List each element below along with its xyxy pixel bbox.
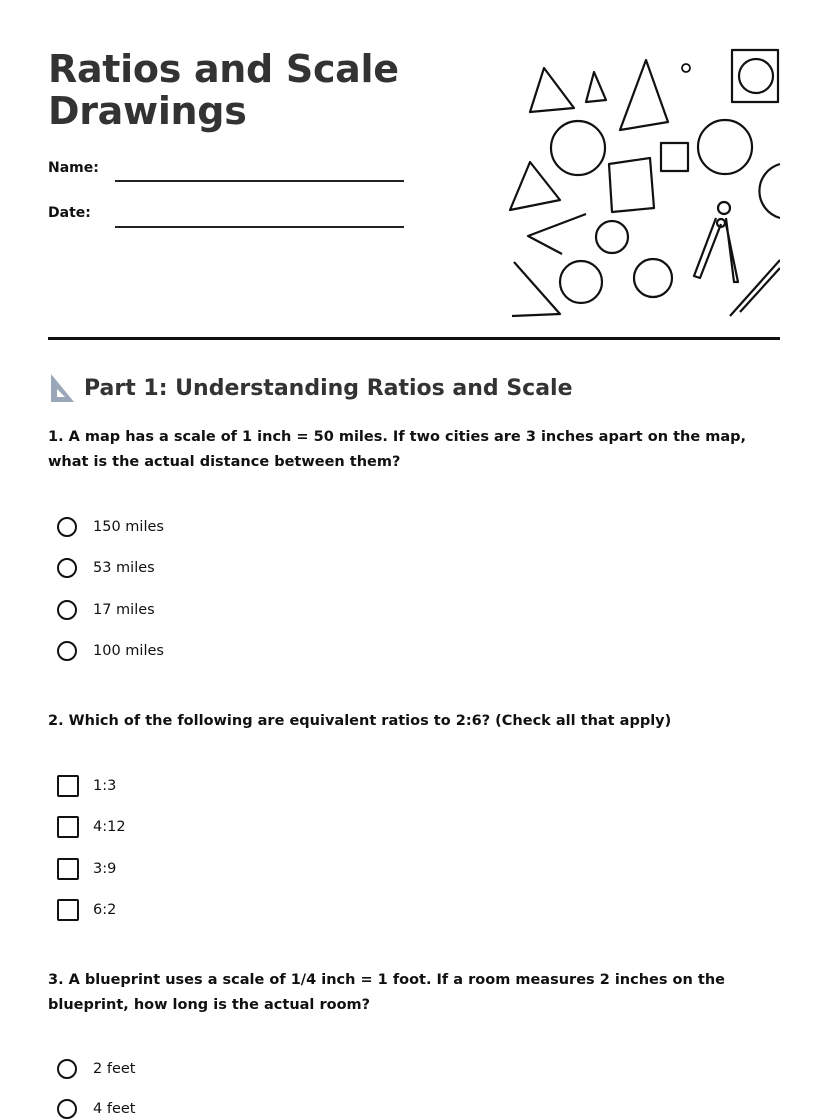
question-2-text: 2. Which of the following are equivalent ratios to 2:6? (Check all that apply) <box>48 713 672 729</box>
date-field[interactable] <box>115 226 404 228</box>
square-shape-3 <box>661 143 688 171</box>
circle-shape-4 <box>560 261 602 303</box>
question-1-text: 1. A map has a scale of 1 inch = 50 miles. If two cities are 3 inches apart on the map, what is the actual distance between them? <box>48 429 747 470</box>
ruler-edge <box>730 260 780 316</box>
question-1-option[interactable] <box>57 600 155 620</box>
option-label: 1:3 <box>93 778 117 794</box>
part-1-heading <box>48 372 573 404</box>
angle-shape <box>528 214 586 254</box>
small-circle-shape <box>682 64 690 72</box>
radio-button[interactable] <box>57 558 77 578</box>
square-shape-2 <box>609 158 654 212</box>
circle-in-square-shape <box>739 59 773 93</box>
compass-leg-right <box>726 218 738 282</box>
section-divider <box>48 337 780 340</box>
question-2-option[interactable] <box>57 816 126 838</box>
radio-button[interactable] <box>57 517 77 537</box>
ruler-edge-2 <box>740 268 780 312</box>
question-1-option[interactable] <box>57 558 155 578</box>
option-label: 4 feet <box>93 1101 136 1117</box>
radio-button[interactable] <box>57 1059 77 1079</box>
triangle-shape-3 <box>620 60 668 130</box>
checkbox[interactable] <box>57 899 79 921</box>
checkbox[interactable] <box>57 816 79 838</box>
title-line-1: Ratios and Scale <box>48 47 399 91</box>
circle-shape-3 <box>596 221 628 253</box>
option-label: 3:9 <box>93 861 117 877</box>
compass-pivot <box>718 202 730 214</box>
worksheet-title <box>48 48 399 132</box>
geometry-shapes-illustration <box>508 46 780 320</box>
part-1-title: Part 1: Understanding Ratios and Scale <box>84 375 573 401</box>
question-2-option[interactable] <box>57 858 116 880</box>
set-square-icon <box>48 372 76 404</box>
radio-button[interactable] <box>57 1099 77 1119</box>
radio-button[interactable] <box>57 641 77 661</box>
date-label: Date: <box>48 205 91 221</box>
title-line-2: Drawings <box>48 89 247 133</box>
checkbox[interactable] <box>57 775 79 797</box>
question-1-option[interactable] <box>57 517 164 537</box>
name-field[interactable] <box>115 180 404 182</box>
option-label: 2 feet <box>93 1061 136 1077</box>
question-3-option[interactable] <box>57 1059 135 1079</box>
triangle-shape-1 <box>530 68 574 112</box>
compass-leg-left <box>694 218 721 278</box>
circle-shape-2 <box>698 120 752 174</box>
option-label: 100 miles <box>93 643 164 659</box>
option-label: 53 miles <box>93 560 155 576</box>
question-2-option[interactable] <box>57 899 116 921</box>
option-label: 17 miles <box>93 602 155 618</box>
name-label: Name: <box>48 160 99 176</box>
question-1-option[interactable] <box>57 641 164 661</box>
circle-shape-1 <box>551 121 605 175</box>
checkbox[interactable] <box>57 858 79 880</box>
option-label: 150 miles <box>93 519 164 535</box>
question-3-text: 3. A blueprint uses a scale of 1/4 inch = 1 foot. If a room measures 2 inches on the blueprint, how long is the actual room? <box>48 972 725 1013</box>
triangle-outline-shape <box>512 262 560 316</box>
triangle-shape-4 <box>510 162 560 210</box>
circle-shape-5 <box>634 259 672 297</box>
question-2-option[interactable] <box>57 775 116 797</box>
triangle-shape-2 <box>586 72 606 102</box>
option-label: 4:12 <box>93 819 126 835</box>
radio-button[interactable] <box>57 600 77 620</box>
partial-circle-shape <box>759 164 780 218</box>
question-3-option[interactable] <box>57 1099 135 1119</box>
option-label: 6:2 <box>93 902 117 918</box>
